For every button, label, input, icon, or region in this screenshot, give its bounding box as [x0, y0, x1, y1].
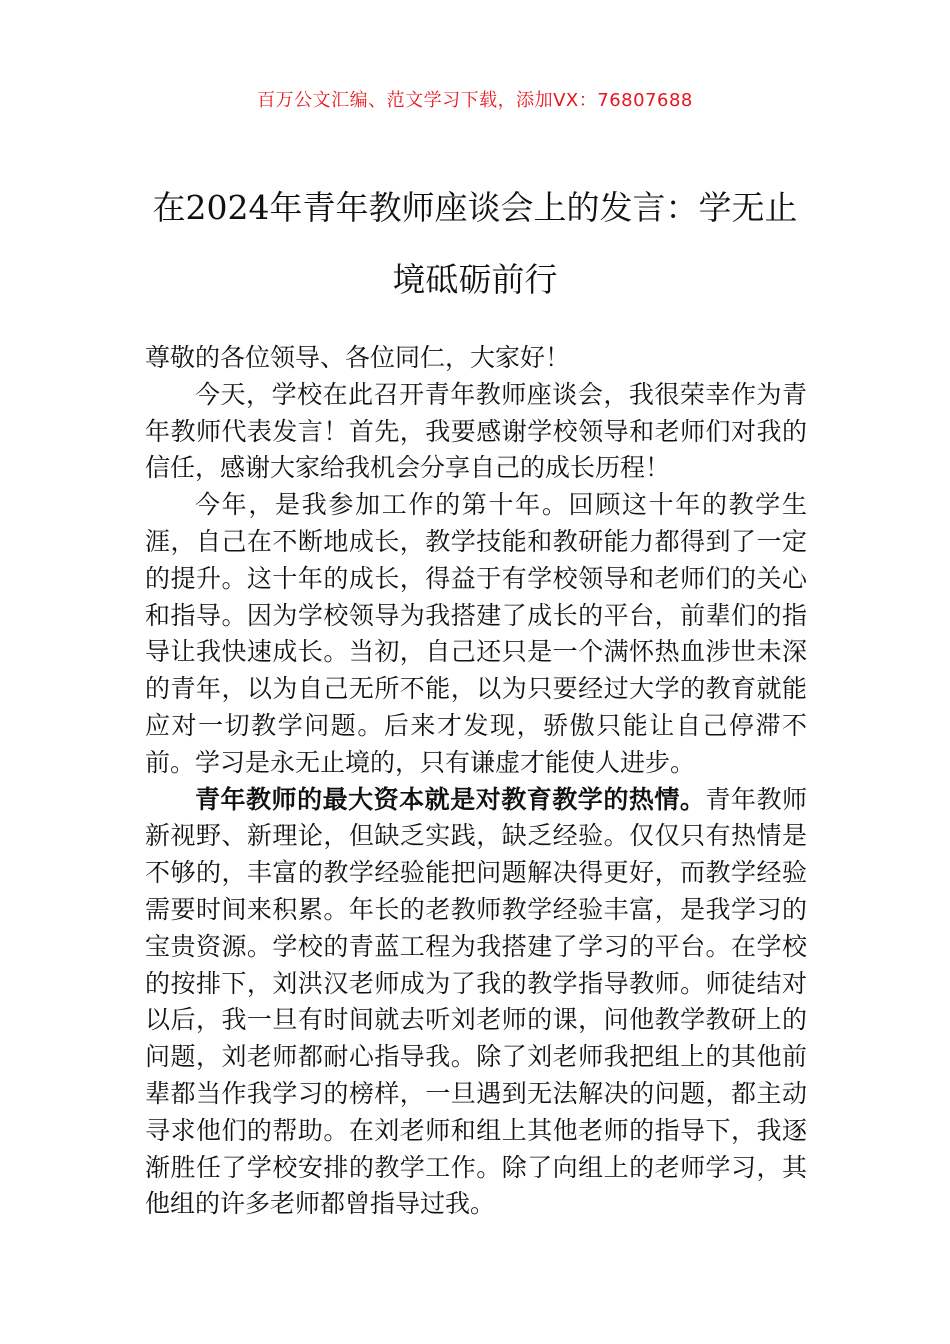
greeting-line: 尊敬的各位领导、各位同仁，大家好！ [145, 343, 571, 372]
paragraph-3-text: 青年教师新视野、新理论，但缺乏实践，缺乏经验。仅仅只有热情是不够的，丰富的教学经验能把问题解决得更好，而教学经验需要时间来积累。年长的老教师教学经验丰富，是我学习的宝贵资源。学校的青蓝工程为我搭建了学习的平台。在学校的按排下，刘洪汉老师成为了我的教学指导教师。师徒结对以后，我一旦有时间就去听刘老师的课，问他教学教研上的问题，刘老师都耐心指导我。除了刘老师我把组上的其他前辈都当作我学习的榜样，一旦遇到无法解决的问题，都主动寻求他们的帮助。在刘老师和组上其他老师的指导下，我逐渐胜任了学校安排的教学工作。除了向组上的老师学习，其他组的许多老师都曾指导过我。 [145, 784, 807, 1219]
document-body [145, 340, 807, 1223]
paragraph-3-bold-lead: 青年教师的最大资本就是对教育教学的热情。 [195, 784, 706, 814]
paragraph-1: 今天，学校在此召开青年教师座谈会，我很荣幸作为青年教师代表发言！首先，我要感谢学校领导和老师们对我的信任，感谢大家给我机会分享自己的成长历程！ [145, 379, 807, 483]
header-watermark-note: 百万公文汇编、范文学习下载，添加VX：76807688 [257, 90, 693, 111]
paragraph-2: 今年，是我参加工作的第十年。回顾这十年的教学生涯，自己在不断地成长，教学技能和教研能力都得到了一定的提升。这十年的成长，得益于有学校领导和老师们的关心和指导。因为学校领导为我搭建了成长的平台，前辈们的指导让我快速成长。当初，自己还只是一个满怀热血涉世未深的青年，以为自己无所不能，以为只要经过大学的教育就能应对一切教学问题。后来才发现，骄傲只能让自己停滞不前。学习是永无止境的，只有谦虚才能使人进步。 [145, 490, 807, 777]
paragraph-3 [145, 782, 807, 1224]
document-title: 在2024年青年教师座谈会上的发言：学无止境砥砺前行 [152, 188, 798, 299]
